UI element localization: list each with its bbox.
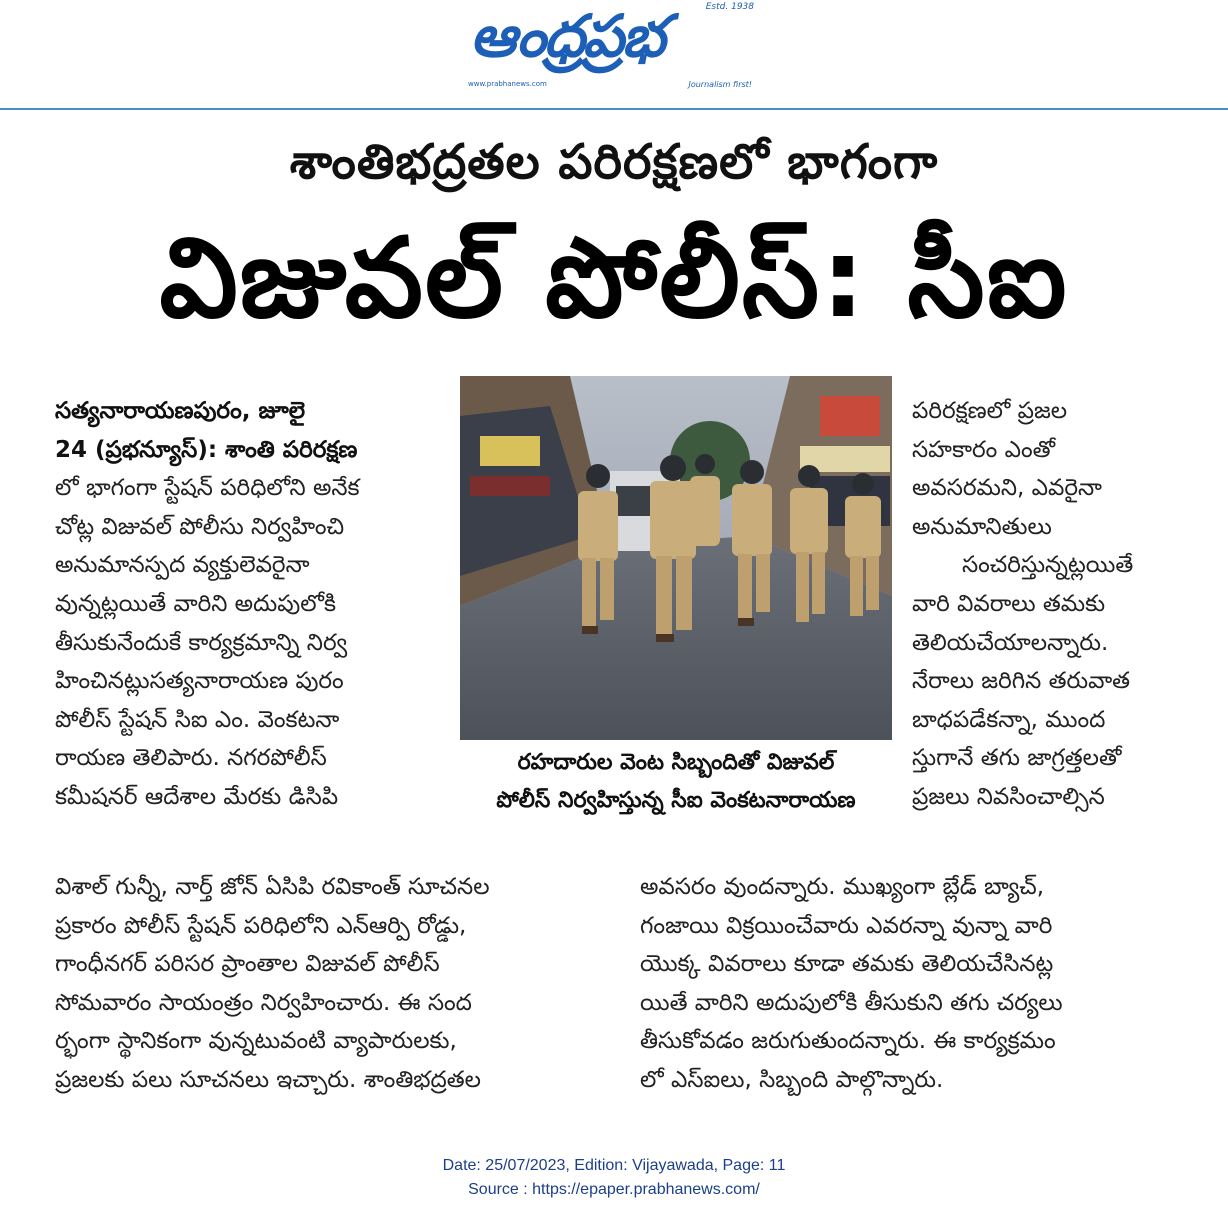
photo-caption <box>460 744 892 820</box>
article-line: పోలీస్ స్టేషన్ సిఐ ఎం. వెంకటనా <box>55 706 340 733</box>
logo-wordmark: ఆంధ్రప్రభ <box>470 2 664 70</box>
article-line: అనుమానస్పద వ్యక్తులెవరైనా <box>55 552 310 579</box>
article-line: పరిరక్షణలో ప్రజల <box>912 398 1068 424</box>
caption-line: రహదారుల వెంట సిబ్బందితో విజువల్ <box>517 750 835 775</box>
dateline: సత్యనారాయణపురం, జూలై <box>55 398 306 424</box>
article-column-bottom-left <box>55 868 597 1100</box>
article-line: అవసరం వుందన్నారు. ముఖ్యంగా బ్లేడ్ బ్యాచ్, <box>640 874 1045 900</box>
edition-info: Date: 25/07/2023, Edition: Vijayawada, Page: 11 <box>442 1157 786 1174</box>
article-line: నేరాలు జరిగిన తరువాత <box>912 668 1131 695</box>
article-line: విశాల్ గున్నీ, నార్త్ జోన్ ఏసిపి రవికాంత్ సూచనల <box>55 874 490 900</box>
logo-tagline: Journalism first! <box>688 80 752 89</box>
article-line: సహకారం ఎంతో <box>912 436 1056 463</box>
newspaper-logo[interactable] <box>462 2 762 92</box>
article-line: లో ఎస్ఐలు, సిబ్బంది పాల్గొన్నారు. <box>640 1066 944 1093</box>
article-column-bottom-right <box>640 868 1182 1100</box>
article-line: వున్నట్లయితే వారిని అదుపులోకి <box>55 590 337 617</box>
article-line: రాయణ తెలిపారు. నగరపోలీస్ <box>55 745 327 772</box>
article-line: లో భాగంగా స్టేషన్ పరిధిలోని అనేక <box>55 475 360 502</box>
article-column-left <box>55 392 447 817</box>
article-line: వారి వివరాలు తమకు <box>912 590 1106 617</box>
article-photo <box>460 376 892 740</box>
article-line: హించినట్లుసత్యనారాయణ పురం <box>55 668 344 695</box>
article-line: అనుమానితులు <box>912 513 1052 540</box>
masthead-divider <box>0 108 1228 110</box>
article-line: ప్రకారం పోలీస్ స్టేషన్ పరిధిలోని ఎన్ఆర్పి రోడ్డు, <box>55 912 467 939</box>
article-headline: విజువల్ పోలీస్: సీఐ <box>159 214 1069 342</box>
clipping-footer <box>0 1154 1228 1202</box>
police-patrol-photo <box>460 376 892 740</box>
logo-url: www.prabhanews.com <box>468 80 547 88</box>
article-line: బాధపడేకన్నా, ముంద <box>912 706 1106 733</box>
article-line: కమీషనర్ ఆదేశాల మేరకు డిసిపి <box>55 783 339 810</box>
caption-line: పోలీస్ నిర్వహిస్తున్న సీఐ వెంకటనారాయణ <box>496 788 856 813</box>
article-line: చోట్ల విజువల్ పోలీసు నిర్వహించి <box>55 513 345 540</box>
article-line: గంజాయి విక్రయించేవారు ఎవరన్నా వున్నా వారి <box>640 912 1053 939</box>
article-line: స్తుగానే తగు జాగ్రత్తలతో <box>912 745 1122 772</box>
article-line: యొక్క వివరాలు కూడా తమకు తెలియచేసినట్ల <box>640 951 1054 978</box>
article-line: సంచరిస్తున్నట్లయితే <box>962 552 1134 579</box>
article-line: సోమవారం సాయంత్రం నిర్వహించారు. ఈ సంద <box>55 989 472 1016</box>
article-line: ర్భంగా స్థానికంగా వున్నటువంటి వ్యాపారులకు, <box>55 1028 457 1055</box>
source-link[interactable]: Source : https://epaper.prabhanews.com/ <box>468 1181 760 1198</box>
article-line: అవసరమని, ఎవరైనా <box>912 475 1102 502</box>
article-line: తీసుకునేందుకే కార్యక్రమాన్ని నిర్వ <box>55 629 348 656</box>
article-line: గాంధీనగర్ పరిసర ప్రాంతాల విజువల్ పోలీస్ <box>55 951 440 978</box>
article-line: తీసుకోవడం జరుగుతుందన్నారు. ఈ కార్యక్రమం <box>640 1028 1056 1055</box>
article-line: యితే వారిని అదుపులోకి తీసుకుని తగు చర్యలు <box>640 989 1063 1016</box>
article-kicker: శాంతిభద్రతల పరిరక్షణలో భాగంగా <box>289 134 939 190</box>
article-line: ప్రజలకు పలు సూచనలు ఇచ్చారు. శాంతిభద్రతల <box>55 1066 481 1093</box>
article-line: ప్రజలు నివసించాల్సిన <box>912 783 1105 810</box>
logo-estd: Estd. 1938 <box>705 2 754 12</box>
masthead <box>0 0 1228 110</box>
article-column-right <box>912 392 1184 817</box>
article-line: తెలియచేయాలన్నారు. <box>912 629 1109 656</box>
article-line: 24 (ప్రభన్యూస్): శాంతి పరిరక్షణ <box>55 436 358 463</box>
